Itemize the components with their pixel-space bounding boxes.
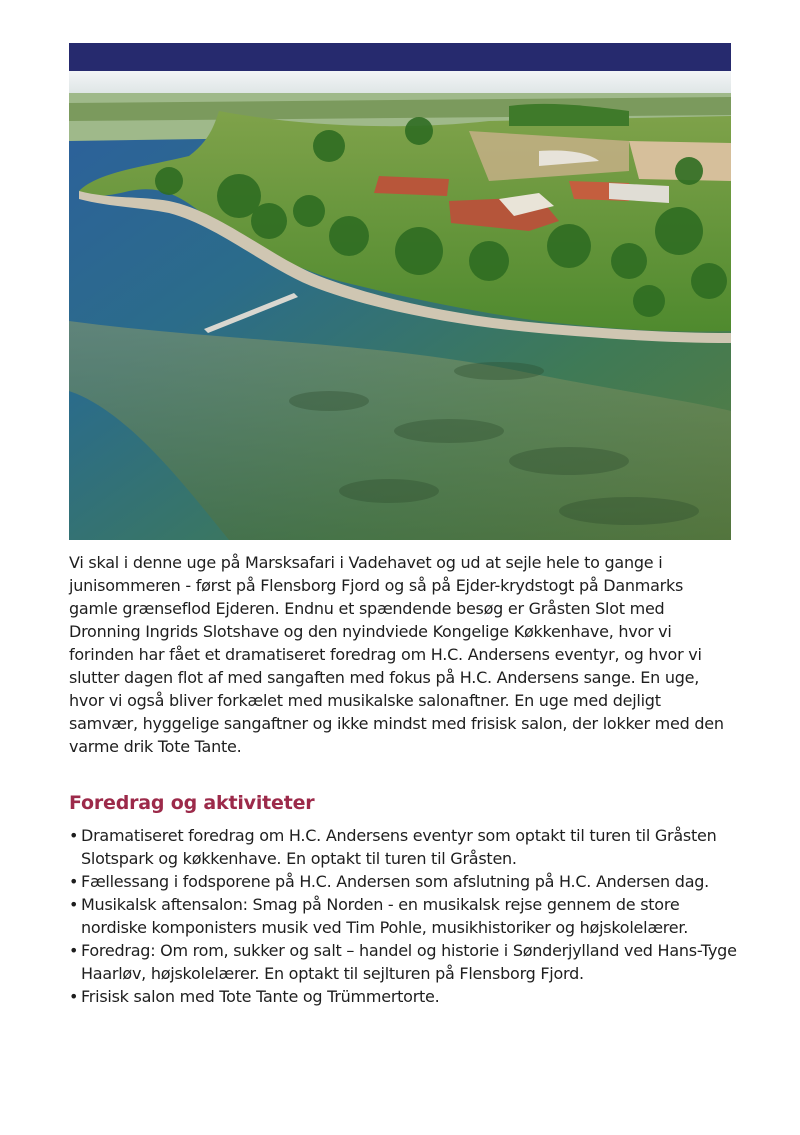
bullet-icon: • [69, 826, 79, 845]
bullet-icon: • [69, 872, 79, 891]
list-item [69, 939, 737, 985]
header-band [69, 43, 731, 71]
list-item-text: Frisisk salon med Tote Tante og Trümmertorte. [81, 987, 440, 1006]
section-title: Foredrag og aktiviteter [69, 792, 315, 814]
list-item-text: Musikalsk aftensalon: Smag på Norden - en musikalsk rejse gennem de store nordiske komponisters musik ved Tim Pohle, musikhistoriker og højskolelærer. [81, 895, 689, 937]
intro-paragraph: Vi skal i denne uge på Marsksafari i Vadehavet og ud at sejle hele to gange i junisommeren - først på Flensborg Fjord og så på Ejder-krydstogt på Danmarks gamle grænseflod Ejderen. Endnu et spændende besøg er Gråsten Slot med Dronning Ingrids Slotshave og den nyindviede Kongelige Køkkenhave, hvor vi forinden har fået et dramatiseret foredrag om H.C. Andersens eventyr, og hvor vi slutter dagen flot af med sangaften med fokus på H.C. Andersens sange. En uge, hvor vi også bliver forkælet med musikalske salonaftner. En uge med dejligt samvær, hyggelige sangaftner og ikke mindst med frisisk salon, der lokker med den varme drik Tote Tante. [69, 553, 724, 756]
bullet-icon: • [69, 895, 79, 914]
aerial-photo [69, 71, 731, 540]
activity-list [69, 824, 737, 1008]
list-item [69, 893, 737, 939]
list-item [69, 824, 737, 870]
aerial-photo-illustration [69, 71, 731, 540]
list-item-text: Foredrag: Om rom, sukker og salt – handel og historie i Sønderjylland ved Hans-Tyge Haarløv, højskolelærer. En optakt til sejlturen på Flensborg Fjord. [81, 941, 737, 983]
list-item-text: Fællessang i fodsporene på H.C. Andersen som afslutning på H.C. Andersen dag. [81, 872, 709, 891]
list-item-text: Dramatiseret foredrag om H.C. Andersens eventyr som optakt til turen til Gråsten Slotspark og køkkenhave. En optakt til turen til Gråsten. [81, 826, 717, 868]
list-item [69, 985, 737, 1008]
list-item [69, 870, 737, 893]
bullet-icon: • [69, 941, 79, 960]
bullet-icon: • [69, 987, 79, 1006]
